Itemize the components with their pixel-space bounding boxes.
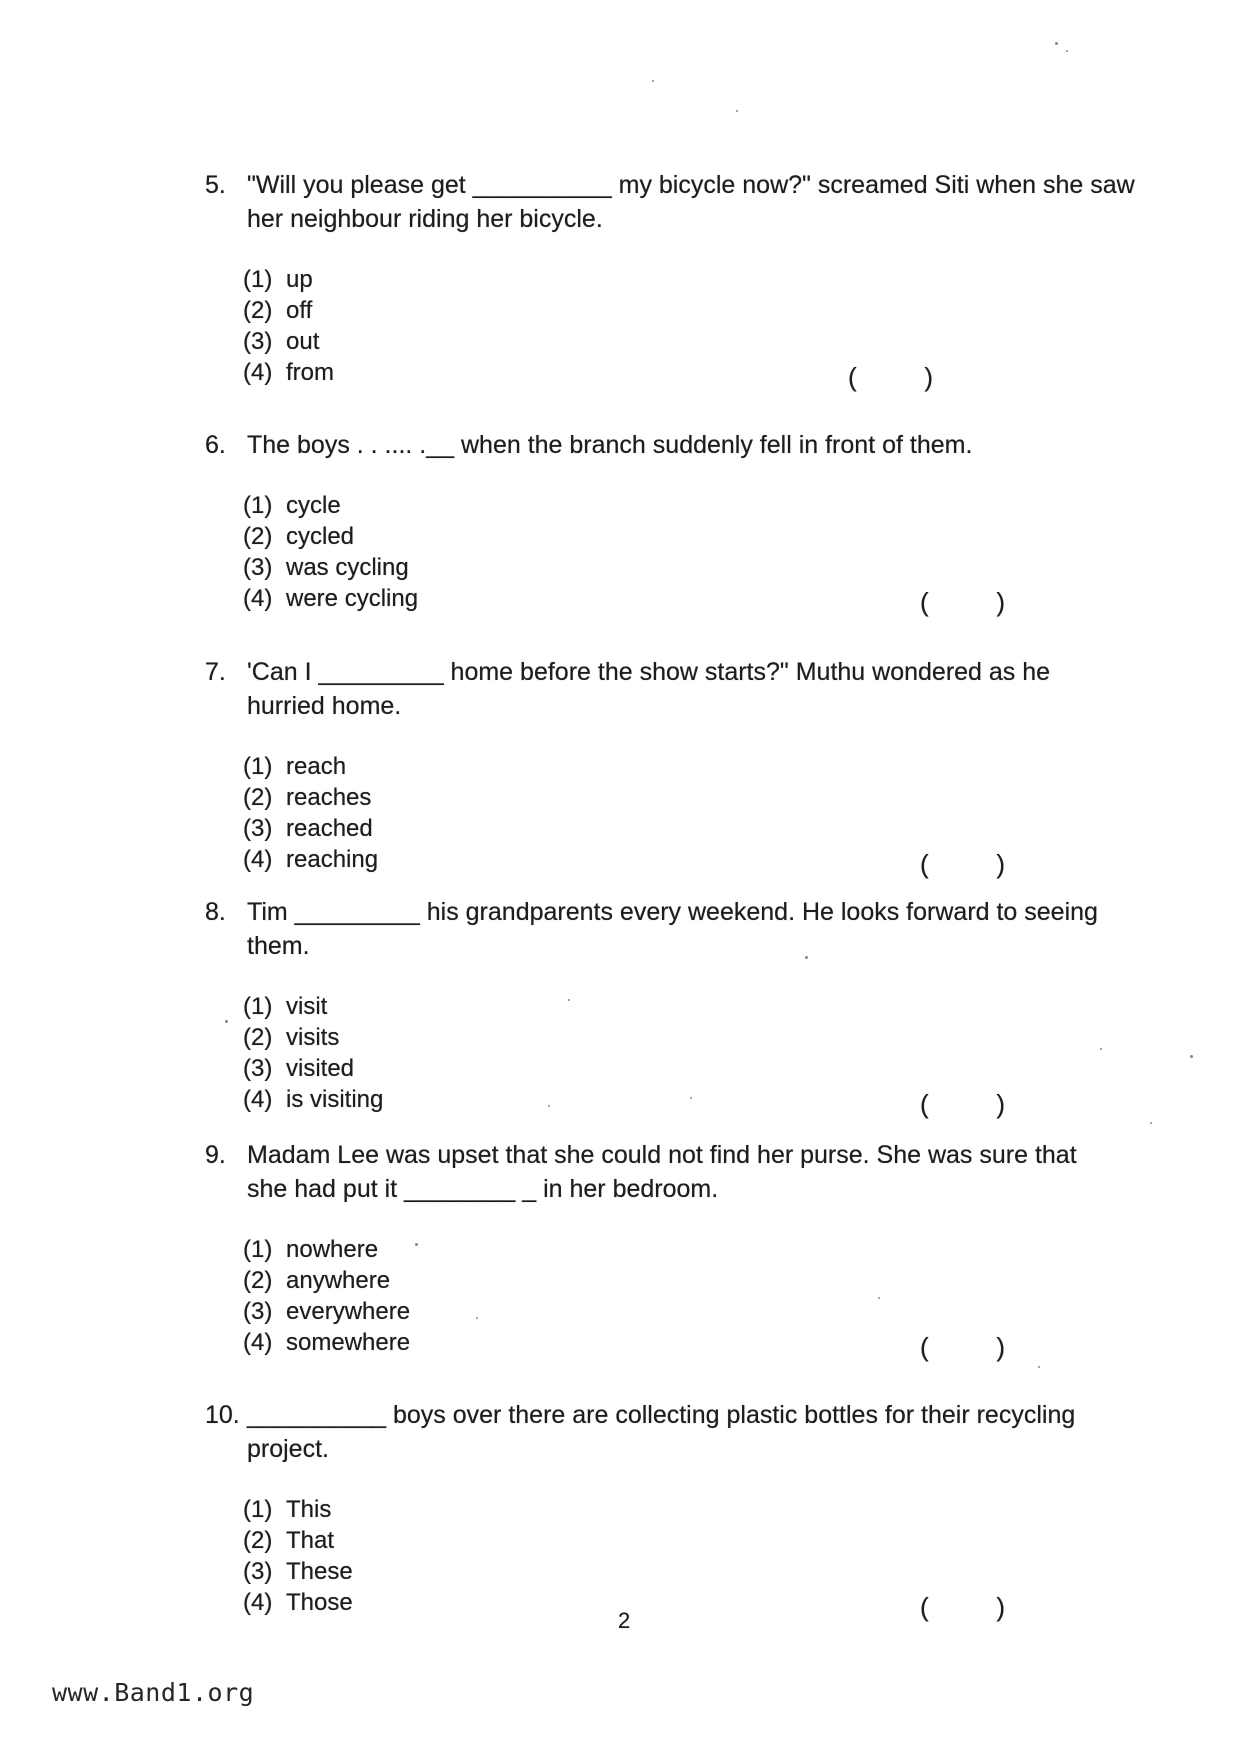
option-row xyxy=(243,552,1050,583)
option-number: (4) xyxy=(243,585,273,612)
scan-speck xyxy=(736,110,738,112)
option-label: were cycling xyxy=(286,585,419,612)
question-text xyxy=(247,168,1135,236)
option-row xyxy=(243,1556,1050,1587)
option-label: up xyxy=(286,266,313,293)
option-label: cycle xyxy=(286,492,341,519)
question-6-header xyxy=(205,428,1050,462)
option-row xyxy=(243,490,1050,521)
option-number: (2) xyxy=(243,523,273,550)
question-text-line: her neighbour riding her bicycle. xyxy=(247,205,603,233)
option-number: (2) xyxy=(243,1527,273,1554)
option-label: This xyxy=(286,1496,332,1523)
option-number: (4) xyxy=(243,1086,273,1113)
scan-speck xyxy=(1066,50,1068,52)
option-number: (1) xyxy=(243,266,273,293)
question-text-line: __________ boys over there are collecting plastic bottles for their recycling xyxy=(247,1401,1076,1429)
question-6 xyxy=(205,428,1050,617)
option-label: These xyxy=(286,1558,353,1585)
bracket-open: ( xyxy=(920,1332,929,1362)
option-number: (1) xyxy=(243,753,273,780)
option-row xyxy=(243,1296,1050,1327)
option-row xyxy=(243,264,1050,295)
question-number: 8. xyxy=(205,898,226,926)
option-row xyxy=(243,1525,1050,1556)
question-text xyxy=(247,655,1050,723)
scan-speck xyxy=(415,1243,418,1246)
scan-speck xyxy=(1190,1055,1193,1058)
scan-speck xyxy=(225,1020,228,1023)
question-10 xyxy=(205,1398,1076,1622)
option-row xyxy=(243,782,1050,813)
question-7 xyxy=(205,655,1051,879)
scan-speck xyxy=(878,1297,880,1299)
option-label: out xyxy=(286,328,320,355)
option-row xyxy=(243,751,1050,782)
bracket-open: ( xyxy=(920,1592,929,1622)
question-number: 5. xyxy=(205,171,226,199)
option-number: (4) xyxy=(243,1589,273,1616)
answer-bracket xyxy=(920,587,1005,617)
question-text-line: Tim _________ his grandparents every weekend. He looks forward to seeing xyxy=(247,898,1098,926)
option-number: (2) xyxy=(243,784,273,811)
option-row xyxy=(243,813,1050,844)
question-10-header xyxy=(205,1398,1076,1466)
option-label: everywhere xyxy=(286,1298,411,1325)
option-label: off xyxy=(286,297,313,324)
option-label: visit xyxy=(286,993,328,1020)
question-text-line: hurried home. xyxy=(247,692,402,720)
option-label: reach xyxy=(286,753,347,780)
option-label: somewhere xyxy=(286,1329,411,1356)
scan-speck xyxy=(1038,1366,1040,1368)
option-number: (3) xyxy=(243,1298,273,1325)
option-row xyxy=(243,521,1050,552)
option-number: (3) xyxy=(243,554,273,581)
option-number: (1) xyxy=(243,993,273,1020)
page-number: 2 xyxy=(618,1608,631,1633)
option-label: cycled xyxy=(286,523,355,550)
scan-speck xyxy=(568,999,570,1001)
scan-speck xyxy=(1055,42,1058,45)
answer-bracket xyxy=(920,1592,1005,1622)
scan-speck xyxy=(1100,1048,1102,1050)
question-text xyxy=(247,1398,1076,1466)
question-number: 6. xyxy=(205,431,226,459)
question-text xyxy=(247,895,1098,963)
option-number: (3) xyxy=(243,1055,273,1082)
option-number: (3) xyxy=(243,1558,273,1585)
scan-speck xyxy=(805,956,808,959)
bracket-close: ) xyxy=(996,587,1005,617)
option-row xyxy=(243,295,1050,326)
question-8 xyxy=(205,895,1098,1119)
option-label: is visiting xyxy=(286,1086,384,1113)
question-8-header xyxy=(205,895,1098,963)
option-label: visited xyxy=(286,1055,355,1082)
option-label: Those xyxy=(286,1589,353,1616)
question-text-line: them. xyxy=(247,932,310,960)
bracket-close: ) xyxy=(996,1089,1005,1119)
option-row xyxy=(243,326,1050,357)
answer-bracket xyxy=(848,362,933,392)
scan-speck xyxy=(476,1317,478,1319)
option-label: That xyxy=(286,1527,335,1554)
option-number: (4) xyxy=(243,359,273,386)
option-number: (3) xyxy=(243,328,273,355)
option-number: (4) xyxy=(243,846,273,873)
question-text-line: The boys . . .... .__ when the branch suddenly fell in front of them. xyxy=(247,431,973,459)
bracket-open: ( xyxy=(920,849,929,879)
question-9 xyxy=(205,1138,1077,1362)
answer-bracket xyxy=(920,1089,1005,1119)
question-7-header xyxy=(205,655,1050,723)
question-text xyxy=(247,1138,1077,1206)
option-label: reaching xyxy=(286,846,379,873)
option-label: visits xyxy=(286,1024,340,1051)
bracket-close: ) xyxy=(996,1592,1005,1622)
option-number: (1) xyxy=(243,492,273,519)
question-text-line: 'Can I _________ home before the show starts?" Muthu wondered as he xyxy=(247,658,1051,686)
bracket-open: ( xyxy=(920,1089,929,1119)
question-number: 10. xyxy=(205,1401,240,1429)
answer-bracket xyxy=(920,1332,1005,1362)
question-text xyxy=(247,428,1050,462)
question-9-header xyxy=(205,1138,1077,1206)
option-label: was cycling xyxy=(286,554,409,581)
scan-speck xyxy=(548,1105,550,1107)
question-text-line: Madam Lee was upset that she could not find her purse. She was sure that xyxy=(247,1141,1077,1169)
watermark-url: www.Band1.org xyxy=(52,1678,255,1707)
option-label: reached xyxy=(286,815,373,842)
option-number: (2) xyxy=(243,1267,273,1294)
question-number: 9. xyxy=(205,1141,226,1169)
bracket-open: ( xyxy=(920,587,929,617)
option-number: (1) xyxy=(243,1236,273,1263)
option-row xyxy=(243,1265,1050,1296)
option-number: (4) xyxy=(243,1329,273,1356)
scan-speck xyxy=(652,80,654,82)
question-number: 7. xyxy=(205,658,226,686)
option-number: (3) xyxy=(243,815,273,842)
option-label: from xyxy=(286,359,334,386)
question-5 xyxy=(205,168,1135,392)
option-row xyxy=(243,1053,1050,1084)
option-number: (1) xyxy=(243,1496,273,1523)
bracket-close: ) xyxy=(924,362,933,392)
option-label: nowhere xyxy=(286,1236,379,1263)
option-number: (2) xyxy=(243,297,273,324)
question-5-header xyxy=(205,168,1135,236)
option-row xyxy=(243,1234,1050,1265)
question-text-line: she had put it ________ _ in her bedroom. xyxy=(247,1175,719,1203)
option-label: reaches xyxy=(286,784,372,811)
bracket-open: ( xyxy=(848,362,857,392)
question-text-line: project. xyxy=(247,1435,329,1463)
option-row xyxy=(243,1494,1050,1525)
option-row xyxy=(243,1022,1050,1053)
bracket-close: ) xyxy=(996,1332,1005,1362)
answer-bracket xyxy=(920,849,1005,879)
bracket-close: ) xyxy=(996,849,1005,879)
scan-speck xyxy=(690,1097,692,1099)
option-label: anywhere xyxy=(286,1267,391,1294)
option-number: (2) xyxy=(243,1024,273,1051)
question-text-line: "Will you please get __________ my bicycle now?" screamed Siti when she saw xyxy=(247,171,1135,199)
scan-speck xyxy=(1150,1122,1152,1124)
option-row xyxy=(243,991,1050,1022)
